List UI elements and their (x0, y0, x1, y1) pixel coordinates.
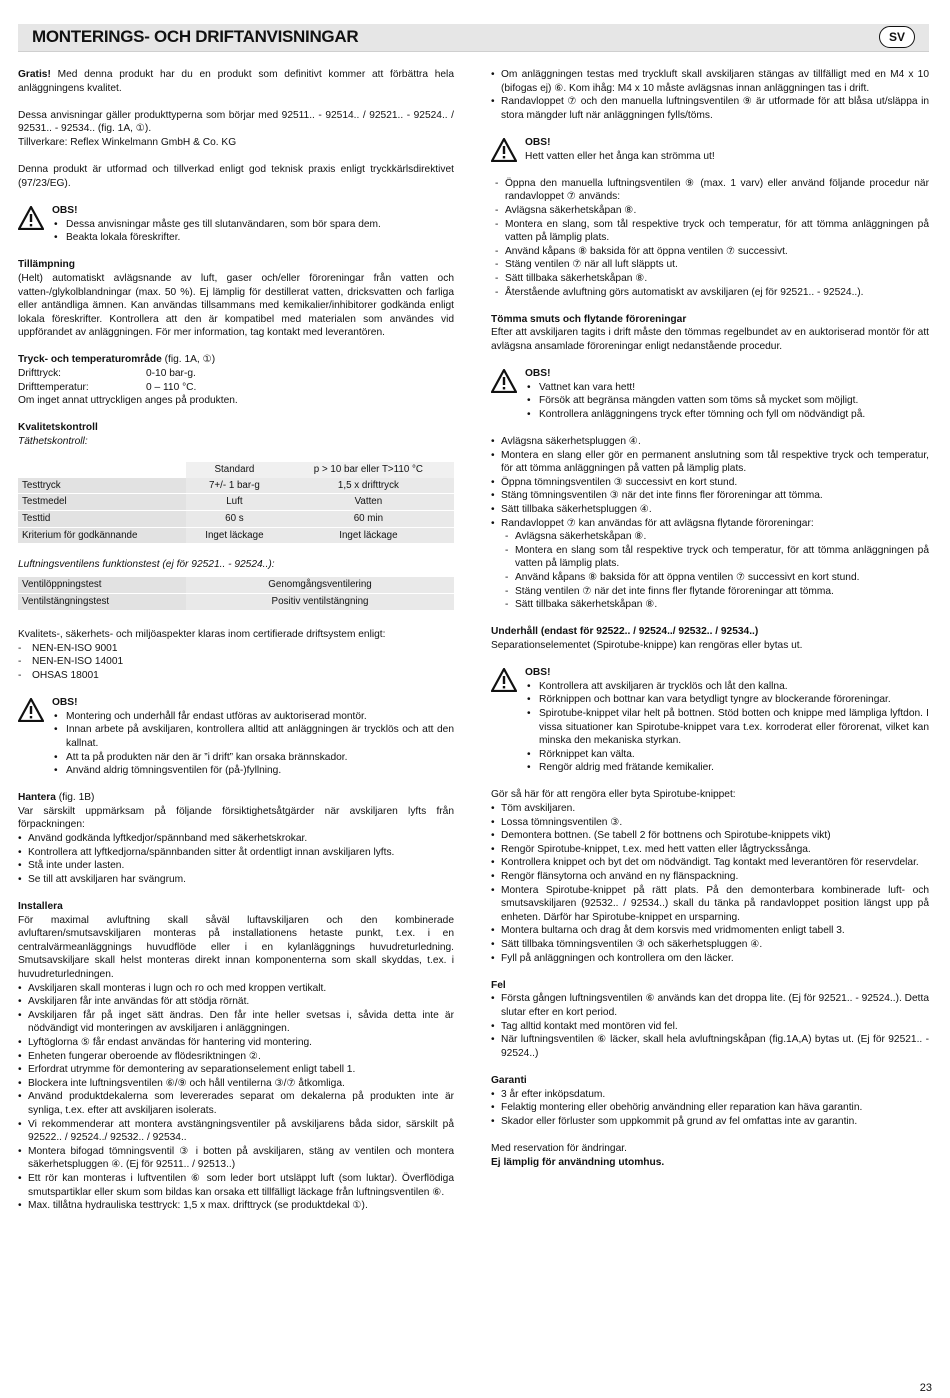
test-list (491, 68, 929, 122)
warning-box (491, 136, 929, 163)
list-item: • Töm avskiljaren. (491, 802, 929, 816)
table-cell: 1,5 x drifttryck (283, 478, 454, 494)
list-item: • Lossa tömningsventilen ③. (491, 816, 929, 830)
list-item: • Använd godkända lyftkedjor/spännband med säkerhetskrokar. (18, 832, 454, 846)
list-item: • Sätt tillbaka tömningsventilen ③ och säkerhetspluggen ④. (491, 938, 929, 952)
list-item: - Stäng ventilen ⑦ när all luft släppts ut. (491, 258, 929, 272)
list-item: • Demontera bottnen. (Se tabell 2 för bottnens och Spirotube-knippets vikt) (491, 829, 929, 843)
vent-steps-list (491, 177, 929, 299)
warranty-title: Garanti (491, 1074, 527, 1086)
list-item: - Avlägsna säkerhetskåpan ⑧. (491, 204, 929, 218)
list-item: - Avlägsna säkerhetskåpan ⑧. (501, 530, 929, 544)
table-cell: Positiv ventilstängning (186, 593, 454, 610)
warning-item: • Kontrollera anläggningens tryck efter tömning och fyll om nödvändigt på. (525, 408, 929, 422)
list-item: • Stäng tömningsventilen ③ när det inte finns fler föroreningar att tömma. (491, 489, 929, 503)
cert-item: - NEN-EN-ISO 14001 (18, 655, 454, 669)
list-item: • Montera Spirotube-knippet på rätt plats. På den demonterbara kombinerade luft- och smutsavskiljaren (92532.. / 92534..) skall du tänka på randavloppet position längst upp på enheten. Därför har Spirotube-knippet en ursparning. (491, 884, 929, 925)
list-item: • Ett rör kan monteras i luftventilen ⑥ som leder bort utsläppt luft (som luktar). Överflödiga smutspartiklar eller skum som bildas kan orsaka ett tillfälligt läckage från luftningsventilen ⑥. (18, 1172, 454, 1199)
warning-heading: OBS! (52, 697, 78, 709)
table-row (18, 494, 454, 511)
table-cell: Testtryck (18, 478, 186, 494)
list-item: • Avskiljaren skall monteras i lugn och ro och med kroppen vertikalt. (18, 982, 454, 996)
intro-bold: Gratis! (18, 69, 51, 80)
maintenance-text: Separationselementet (Spirotube-knippe) kan rengöras eller bytas ut. (491, 639, 803, 651)
table-row (18, 511, 454, 528)
warning-item: • Vattnet kan vara hett! (525, 381, 929, 395)
manufacturer-text: Tillverkare: Reflex Winkelmann GmbH & Co. KG (18, 136, 237, 148)
spec-row (18, 367, 454, 381)
dirt-sub-list (501, 530, 929, 612)
warning-item: • Använd aldrig tömningsventilen för (på-)fyllning. (52, 764, 454, 778)
intro-paragraph (18, 68, 454, 95)
table-cell: Kriterium för godkännande (18, 527, 186, 544)
list-item: • Randavloppet ⑦ kan användas för att avlägsna flytande föroreningar: (491, 517, 929, 531)
pressure-note: Om inget annat uttryckligen anges på produkten. (18, 395, 238, 407)
table-row (18, 577, 454, 593)
list-item: - Stäng ventilen ⑦ när det inte finns fler flytande föroreningar att tömma. (501, 585, 929, 599)
list-item: • Montera en slang eller gör en permanent anslutning som tål respektive tryck och temperatur, för att tömma anläggningen på vatten på lämplig plats. (491, 449, 929, 476)
list-item: - Återstående avluftning görs automatiskt av avskiljaren (ej för 92521.. - 92524..). (491, 286, 929, 300)
warning-heading: OBS! (52, 204, 78, 216)
list-item: - Sätt tillbaka säkerhetskåpan ⑧. (491, 272, 929, 286)
vent-test-title: Luftningsventilens funktionstest (ej för 92521.. - 92524..): (18, 558, 275, 570)
install-title: Installera (18, 901, 63, 913)
list-item: • Felaktig montering eller obehörig användning eller reparation kan häva garantin. (491, 1101, 929, 1115)
list-item: • Randavloppet ⑦ och den manuella luftningsventilen ⑨ är utformade för att blåsa ut/släppa in stora mängder luft när anläggningen fylls/töms. (491, 95, 929, 122)
handle-title (18, 791, 454, 805)
pressure-specs (18, 367, 454, 394)
warning-list (525, 381, 929, 422)
warning-item: • Försök att begränsa mängden vatten som töms så mycket som möjligt. (525, 394, 929, 408)
table-cell: Inget läckage (186, 527, 283, 544)
list-item: • Skador eller förluster som uppkommit på grund av fel omfattas inte av garantin. (491, 1115, 929, 1129)
warning-list (52, 218, 454, 245)
list-item: • Montera bultarna och drag åt dem korsvis med vridmomenten enligt tabell 3. (491, 924, 929, 938)
table-header-row (18, 462, 454, 478)
list-item: • Vi rekommenderar att montera avstängningsventiler på avskiljarens båda sidor, särskilt på 92522.. / 92524../ 92532.. / 92534.. (18, 1118, 454, 1145)
warning-list (52, 710, 454, 778)
cert-list (18, 642, 454, 683)
spec-row (18, 381, 454, 395)
application-title: Tillämpning (18, 259, 75, 271)
warning-item: • Innan arbete på avskiljaren, kontrollera alltid att anläggningen är trycklös och att den kallnat. (52, 723, 454, 750)
warning-icon (18, 698, 44, 722)
warning-item: • Att ta på produkten när den är ”i drift” kan orsaka brännskador. (52, 751, 454, 765)
warning-text: Hett vatten eller het ånga kan strömma ut! (525, 150, 715, 162)
table-cell: Vatten (283, 494, 454, 511)
quality-title: Kvalitetskontroll (18, 422, 98, 434)
table-cell: Luft (186, 494, 283, 511)
directive-paragraph: Denna produkt är utformad och tillverkad enligt god teknisk praxis enligt tryckkärlsdirektivet (97/23/EG). (18, 164, 454, 189)
table-row (18, 527, 454, 544)
list-item: • Erfordrat utrymme för demontering av separationselement enligt tabell 1. (18, 1063, 454, 1077)
list-item: • Sätt tillbaka säkerhetspluggen ④. (491, 503, 929, 517)
page-title: MONTERINGS- OCH DRIFTANVISNINGAR (32, 27, 359, 46)
list-item: • När luftningsventilen ⑥ läcker, skall hela avluftningskåpan (fig.1A,A) bytas ut. (Ej för 92521.. - 92524..) (491, 1033, 929, 1060)
clean-intro: Gör så här för att rengöra eller byta Spirotube-knippet: (491, 789, 736, 801)
warning-item: • Rörknippet kan välta. (525, 748, 929, 762)
application-text: (Helt) automatiskt avlägsnande av luft, gaser och/eller föroreningar från vatten och vatten-/glykolblandningar (max. 50 %). Ej lämplig för destillerat vatten, dricksvatten och farliga eller antändliga ämnen. Kan användas tillsammans med kemikalier/inhibitorer godkända enligt lokala föreskrifter. Kontrollera att den är kompatibel med materialen som användes vid uppförandet av anläggningen. För mer information, tag kontakt med leverantören. (18, 272, 454, 339)
warning-box (491, 367, 929, 421)
spec-label: Drifttemperatur: (18, 381, 89, 393)
list-item: • Se till att avskiljaren har svängrum. (18, 873, 454, 887)
types-paragraph (18, 109, 454, 150)
list-item: - Öppna den manuella luftningsventilen ⑨ (max. 1 varv) eller använd följande procedur när randavloppet ⑦ används: (491, 177, 929, 204)
fault-list (491, 992, 929, 1060)
handle-title-ref: (fig. 1B) (55, 792, 95, 804)
list-item: - Montera en slang som tål respektive tryck och temperatur, för att tömma anläggningen på vatten på lämplig plats. (501, 544, 929, 571)
warranty-list (491, 1088, 929, 1129)
list-item: • Första gången luftningsventilen ⑥ används kan det droppa lite. (Ej för 92521.. - 92524..). Detta slutar efter en kort period. (491, 992, 929, 1019)
list-item: • Om anläggningen testas med tryckluft skall avskiljaren stängas av tillfälligt med en M4 x 10 (bifogas ej) ⑥. Kom ihåg: M4 x 10 måste avlägsnas innan anläggningen tas i drift. (491, 68, 929, 95)
fault-title: Fel (491, 979, 506, 991)
warning-box (18, 696, 454, 778)
types-text: Dessa anvisningar gäller produkttyperna som börjar med 92511.. - 92514.. / 92521.. - 92524.. / 92531.. - 92534.. (fig. 1A, ①). (18, 109, 454, 135)
leak-test-table (18, 462, 454, 544)
list-item: - Montera en slang, som tål respektive tryck och temperatur, för att tömma anläggningen på vatten på lämplig plats. (491, 218, 929, 245)
page-header (18, 24, 929, 52)
list-item: • Fyll på anläggningen och kontrollera om den läcker. (491, 952, 929, 966)
list-item: - Använd kåpans ⑧ baksida för att öppna ventilen ⑦ successivt. (491, 245, 929, 259)
cert-item: - OHSAS 18001 (18, 669, 454, 683)
cert-intro: Kvalitets-, säkerhets- och miljöaspekter klaras inom certifierade driftsystem enligt: (18, 629, 386, 641)
intro-text: Med denna produkt har du en produkt som definitivt kommer att förbättra hela anläggningens kvalitet. (18, 69, 454, 94)
list-item: • 3 år efter inköpsdatum. (491, 1088, 929, 1102)
list-item: • Kontrollera att lyftkedjorna/spännbanden sitter åt ordentligt innan avskiljaren lyfts. (18, 846, 454, 860)
table-row (18, 478, 454, 494)
list-item: • Tag alltid kontakt med montören vid fel. (491, 1020, 929, 1034)
warning-heading: OBS! (525, 368, 551, 380)
vent-test-table (18, 577, 454, 610)
table-header-cell: Standard (186, 462, 283, 478)
list-item: • Kontrollera knippet och byt det om nödvändigt. Tag kontakt med leverantören för reservdelar. (491, 856, 929, 870)
table-cell: Inget läckage (283, 527, 454, 544)
handle-list (18, 832, 454, 886)
dirt-title: Tömma smuts och flytande föroreningar (491, 313, 687, 325)
warning-item: • Rengör aldrig med frätande kemikalier. (525, 761, 929, 775)
warning-list (525, 680, 929, 775)
pressure-title-text: Tryck- och temperaturområde (18, 354, 162, 366)
warning-icon (491, 138, 517, 162)
language-badge: SV (879, 26, 915, 48)
handle-title-text: Hantera (18, 792, 56, 804)
table-cell: 7+/- 1 bar-g (186, 478, 283, 494)
table-row (18, 593, 454, 610)
pressure-title (18, 353, 454, 367)
list-item: • Stå inte under lasten. (18, 859, 454, 873)
handle-text: Var särskilt uppmärksam på följande försiktighetsåtgärder när avskiljaren lyfts från förpackningen: (18, 805, 454, 831)
list-item: • Använd produktdekalerna som levererades separat om dekalerna på produkten inte är synliga, t.ex. efter att avskiljaren isolerats. (18, 1090, 454, 1117)
warning-heading: OBS! (525, 136, 551, 148)
table-cell: Testtid (18, 511, 186, 528)
table-cell: Ventilstängningstest (18, 593, 186, 610)
list-item: • Montera bifogad tömningsventil ③ i botten på avskiljaren, stäng av ventilen och montera säkerhetspluggen ④. (Ej för 92511.. / 92513..) (18, 1145, 454, 1172)
table-cell: Ventilöppningstest (18, 577, 186, 593)
clean-list (491, 802, 929, 965)
cert-item: - NEN-EN-ISO 9001 (18, 642, 454, 656)
right-column (491, 68, 929, 1169)
install-list (18, 982, 454, 1213)
list-item: • Enheten fungerar oberoende av flödesriktningen ②. (18, 1050, 454, 1064)
outdoor-notice: Ej lämplig för användning utomhus. (491, 1156, 665, 1168)
spec-value: 0 – 110 °C. (146, 381, 197, 393)
warning-icon (491, 668, 517, 692)
spec-label: Drifttryck: (18, 368, 62, 380)
table-header-cell (18, 462, 186, 478)
warning-box (491, 666, 929, 775)
dirt-list (491, 435, 929, 530)
list-item: • Avlägsna säkerhetspluggen ④. (491, 435, 929, 449)
warning-icon (18, 206, 44, 230)
warning-item: • Dessa anvisningar måste ges till slutanvändaren, som bör spara dem. (52, 218, 454, 232)
warning-icon (491, 369, 517, 393)
list-item: • Max. tillåtna hydrauliska testtryck: 1,5 x max. drifttryck (se produktdekal ①). (18, 1199, 454, 1213)
table-cell: Testmedel (18, 494, 186, 511)
warning-item: • Beakta lokala föreskrifter. (52, 231, 454, 245)
list-item: • Lyftöglorna ⑤ får endast användas för hantering vid montering. (18, 1036, 454, 1050)
maintenance-title: Underhåll (endast för 92522.. / 92524../ 92532.. / 92534..) (491, 626, 759, 638)
dirt-text: Efter att avskiljaren tagits i drift måste den tömmas regelbundet av en auktoriserad montör för att avlägsna ansamlade föroreningar enligt nedanstående procedur. (491, 327, 929, 352)
list-item: • Avskiljaren får inte användas för att stödja rörnät. (18, 995, 454, 1009)
left-column (18, 68, 454, 1213)
list-item: - Använd kåpans ⑧ baksida för att öppna ventilen ⑦ successivt en kort stund. (501, 571, 929, 585)
warning-item: • Kontrollera att avskiljaren är trycklös och låt den kallna. (525, 680, 929, 694)
quality-subtitle: Täthetskontroll: (18, 436, 88, 448)
pressure-title-ref: (fig. 1A, ①) (161, 354, 216, 366)
warning-box (18, 204, 454, 245)
list-item: • Blockera inte luftningsventilen ⑥/⑨ och håll ventilerna ③/⑦ åtkomliga. (18, 1077, 454, 1091)
list-item: • Avskiljaren får på inget sätt ändras. Den får inte heller svetsas i, såvida detta inte är nödvändigt vid monteringen av avskiljaren i anläggningen. (18, 1009, 454, 1036)
spec-value: 0-10 bar-g. (146, 368, 196, 380)
list-item: • Öppna tömningsventilen ③ successivt en kort stund. (491, 476, 929, 490)
warning-item: • Montering och underhåll får endast utföras av auktoriserad montör. (52, 710, 454, 724)
warning-heading: OBS! (525, 667, 551, 679)
table-cell: 60 min (283, 511, 454, 528)
table-header-cell: p > 10 bar eller T>110 °C (283, 462, 454, 478)
page-number: 23 (919, 1382, 932, 1394)
warning-item: • Rörknippen och bottnar kan vara betydligt tyngre av blockerande föroreningar. (525, 693, 929, 707)
list-item: • Rengör Spirotube-knippet, t.ex. med hett vatten eller lågtryckssånga. (491, 843, 929, 857)
reservation-text: Med reservation för ändringar. (491, 1142, 627, 1154)
warning-item: • Spirotube-knippet vilar helt på bottnen. Stöd botten och knippe med lämpliga lyftdon. I vissa situationer kan Spirotube-knippet vara t.ex. korroderat eller förorenat, vilket kan minska den mekaniska styrkan. (525, 707, 929, 748)
install-text: För maximal avluftning skall såväl luftavskiljaren och den kombinerade avluftaren/smutsavskiljaren monteras på installationens hetaste punkt, t.ex. i en centralvärmeanläggnings huvudflöde eller i en kylanläggnings huvudreturledning. Smutsavskiljare skall helst monteras direkt innan komponenterna som skall skyddas, t.ex. i huvudreturledningen. (18, 914, 454, 980)
list-item: - Sätt tillbaka säkerhetskåpan ⑧. (501, 598, 929, 612)
table-cell: 60 s (186, 511, 283, 528)
list-item: • Rengör flänsytorna och använd en ny flänspackning. (491, 870, 929, 884)
table-cell: Genomgångsventilering (186, 577, 454, 593)
